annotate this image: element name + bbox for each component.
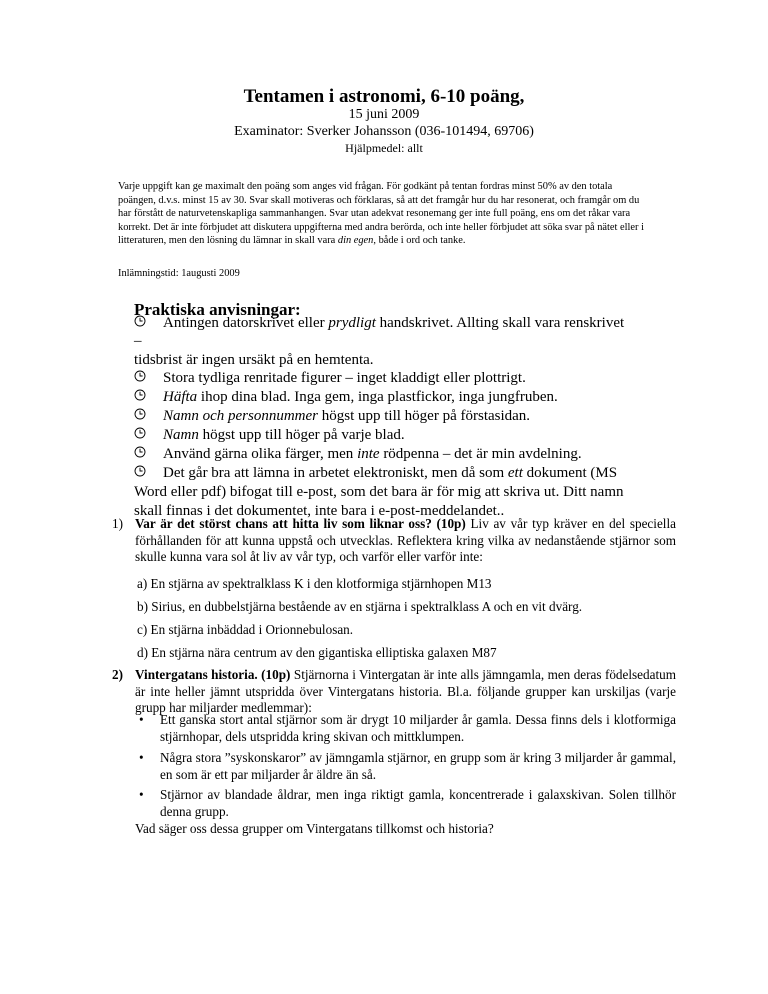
practical-item-continuation: tidsbrist är ingen ursäkt på en hemtenta. (134, 352, 374, 368)
page-title: Tentamen i astronomi, 6-10 poäng, (243, 86, 525, 107)
clock-icon (134, 446, 146, 463)
question-bullet-item: Stjärnor av blandade åldrar, men inga riktigt gamla, koncentrerade i galaxskivan. Solen tillhör denna grupp. (160, 787, 676, 819)
practical-item-dash: – (134, 333, 142, 349)
question-number: 2) (112, 667, 123, 682)
clock-icon (134, 389, 146, 406)
question-title: Var är det störst chans att hitta liv som liknar oss? (10p) (135, 516, 466, 531)
exam-date: 15 juni 2009 (348, 107, 420, 122)
question-option: d) En stjärna nära centrum av den gigantiska elliptiska galaxen M87 (137, 645, 497, 660)
question-text: Vintergatans historia. (10p) Stjärnorna i Vintergatan är inte alls jämngamla, men deras födelsedatum är inte heller jämnt utspridda över Vintergatans historia. Bl.a. följande grupper kan urskiljas (varje grupp har miljarder medlemmar): (135, 667, 676, 715)
intro-paragraph (118, 180, 648, 248)
practical-item-continuation: skall finnas i det dokumentet, inte bara i e-post-meddelandet.. (134, 503, 505, 519)
practical-item-text: Använd gärna olika färger, men inte rödpenna – det är min avdelning. (163, 446, 582, 462)
intro-emphasis: din egen (337, 235, 374, 247)
examiner-line: Examinator: Sverker Johansson (036-101494, 69706) (234, 124, 534, 139)
deadline-line: Inlämningstid: 1augusti 2009 (118, 268, 240, 279)
intro-text-end: , både i ord och tanke. (373, 235, 466, 247)
clock-icon (134, 370, 146, 387)
bullet-dot: • (139, 787, 144, 802)
question-option: a) En stjärna av spektralklass K i den klotformiga stjärnhopen M13 (137, 576, 492, 591)
question-text: Var är det störst chans att hitta liv som liknar oss? (10p) Liv av vår typ kräver en del speciella förhållanden för att kunna uppstå och utvecklas. Reflektera kring vilka av nedanstående stjärnor som skulle kunna vara sol åt liv av vår typ, och varför eller varför inte: (135, 516, 676, 564)
bullet-dot: • (139, 712, 144, 727)
question-1 (112, 516, 676, 566)
question-bullet-item: Ett ganska stort antal stjärnor som är drygt 10 miljarder år gamla. Dessa finns dels i klotformiga stjärnhopar, dels utspridda kring skivan och mittklumpen. (160, 712, 676, 744)
clock-icon (134, 427, 146, 444)
practical-item-text: Antingen datorskrivet eller prydligt handskrivet. Allting skall vara renskrivet (163, 315, 625, 331)
practical-item-text: Det går bra att lämna in arbetet elektroniskt, men då som ett dokument (MS (163, 465, 618, 481)
intro-text: Varje uppgift kan ge maximalt den poäng som anges vid frågan. För godkänt på tentan fordras minst 50% av den totala poängen, d.v.s. minst 15 av 30. Svar skall motiveras och förklaras, så att det framgår hur du har resonerat, och framgår om du har förstått de naturvetenskapliga sammanhangen. Svar utan adekvat resonemang ger inte full poäng, ens om det råkar vara korrekt. Det är inte förbjudet att diskutera uppgifterna med andra berörda, och inte heller förbjudet att söka svar på nätet eller i litteraturen, men den lösning du lämnar in skall vara (118, 181, 644, 247)
practical-item-text: Namn och personnummer högst upp till höger på förstasidan. (163, 408, 531, 424)
aids-line: Hjälpmedel: allt (345, 141, 423, 155)
question-option: c) En stjärna inbäddad i Orionnebulosan. (137, 622, 354, 637)
question-bullet-item: Några stora ”syskonskaror” av jämngamla stjärnor, en grupp som är kring 3 miljarder år gammal, en som är ett par miljarder år äldre än så. (160, 750, 676, 782)
bullet-dot: • (139, 750, 144, 765)
question-number: 1) (112, 516, 123, 531)
practical-item-text: Stora tydliga renritade figurer – inget kladdigt eller plottrigt. (163, 370, 526, 386)
practical-item-text: Namn högst upp till höger på varje blad. (163, 427, 405, 443)
question-title: Vintergatans historia. (10p) (135, 667, 291, 682)
question-option: b) Sirius, en dubbelstjärna bestående av en stjärna i spektralklass A och en vit dvärg. (137, 599, 583, 614)
question-closing: Vad säger oss dessa grupper om Vintergatans tillkomst och historia? (135, 821, 494, 836)
practical-item-text: Häfta ihop dina blad. Inga gem, inga plastfickor, inga jungfruben. (163, 389, 558, 405)
clock-icon (134, 408, 146, 425)
clock-icon (134, 465, 146, 482)
practical-heading: Praktiska anvisningar: (134, 300, 301, 319)
question-2 (112, 667, 676, 717)
clock-icon (134, 315, 146, 332)
practical-item-continuation: Word eller pdf) bifogat till e-post, som det bara är för mig att skriva ut. Ditt namn (134, 484, 624, 500)
